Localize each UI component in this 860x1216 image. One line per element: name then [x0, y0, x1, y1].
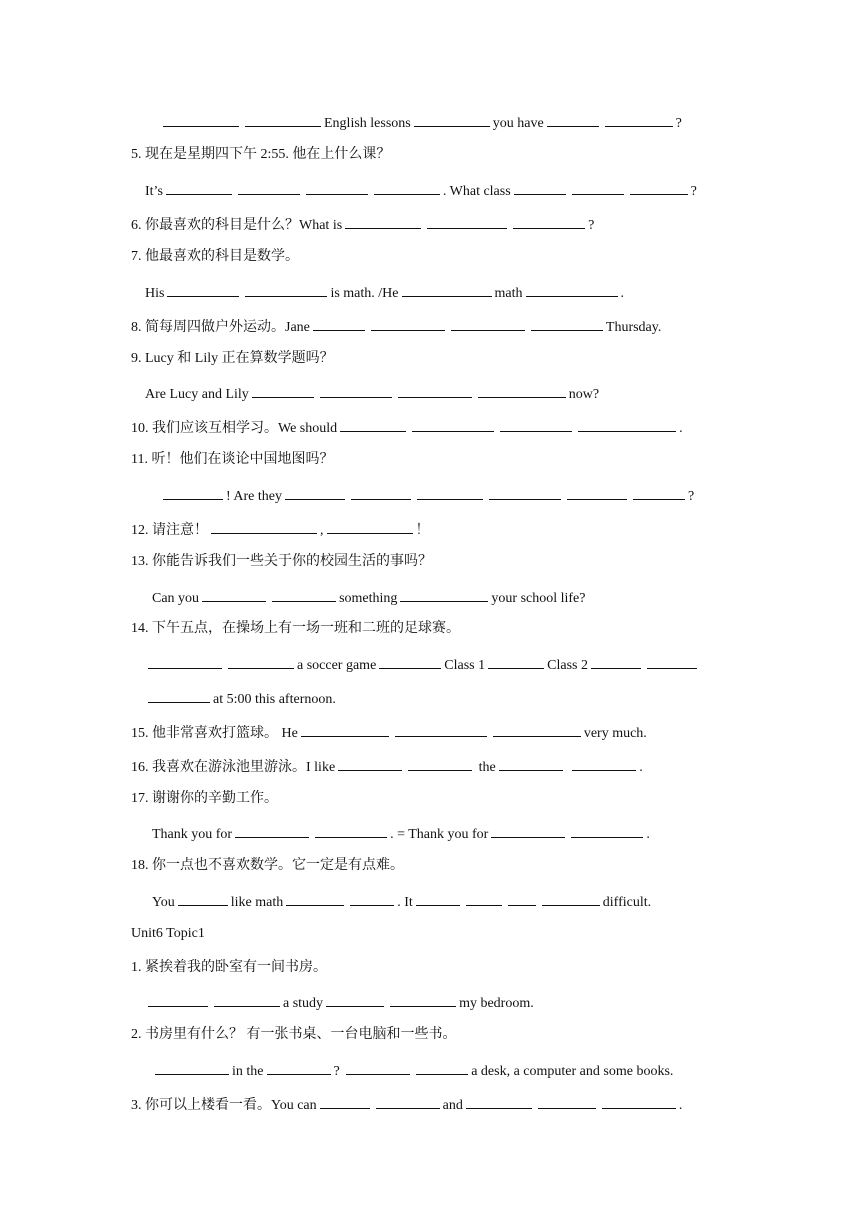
worksheet-line [131, 417, 683, 438]
line-text: 15. 他非常喜欢打篮球。 He [131, 726, 298, 741]
answer-blank[interactable] [214, 992, 280, 1007]
line-text: and [442, 1098, 463, 1113]
answer-blank[interactable] [630, 180, 688, 195]
worksheet-line [131, 857, 404, 875]
answer-blank[interactable] [327, 519, 413, 534]
answer-blank[interactable] [371, 316, 445, 331]
worksheet-line [131, 316, 661, 337]
line-text: at 5:00 this afternoon. [213, 692, 336, 707]
worksheet-line [131, 214, 594, 235]
answer-blank[interactable] [202, 587, 266, 602]
answer-blank[interactable] [488, 654, 544, 669]
worksheet-line [131, 925, 205, 943]
answer-blank[interactable] [166, 180, 232, 195]
answer-blank[interactable] [572, 756, 636, 771]
answer-blank[interactable] [267, 1060, 331, 1075]
line-text: . [678, 1098, 683, 1113]
answer-blank[interactable] [155, 1060, 229, 1075]
worksheet-line [152, 891, 651, 912]
worksheet-line [145, 383, 599, 404]
line-text: , [320, 523, 324, 538]
worksheet-line [131, 790, 278, 808]
worksheet-line [145, 992, 534, 1013]
answer-blank[interactable] [491, 823, 565, 838]
line-text: Can you [152, 591, 200, 606]
worksheet-line [131, 248, 299, 266]
line-text: Class 2 [547, 658, 588, 673]
answer-blank[interactable] [272, 587, 336, 602]
worksheet-line [145, 688, 336, 709]
answer-blank[interactable] [572, 180, 624, 195]
worksheet-line [152, 1060, 673, 1081]
line-text: 2. 书房里有什么？ 有一张书桌、一台电脑和一些书。 [131, 1027, 457, 1042]
line-text: is math. /He [330, 286, 399, 301]
answer-blank[interactable] [163, 112, 239, 127]
answer-blank[interactable] [416, 1060, 468, 1075]
answer-blank[interactable] [148, 688, 210, 703]
answer-blank[interactable] [417, 485, 483, 500]
line-text: 6. 你最喜欢的科目是什么？What is [131, 218, 343, 233]
line-text: ? [690, 184, 697, 199]
worksheet-line [131, 959, 327, 977]
line-text: ? [333, 1064, 344, 1079]
line-text: a study [283, 996, 324, 1011]
line-text: . [620, 286, 624, 301]
line-text: . It [397, 895, 413, 910]
worksheet-line [131, 756, 643, 777]
line-text: 12. 请注意！ [131, 523, 208, 538]
answer-blank[interactable] [326, 992, 384, 1007]
answer-blank[interactable] [315, 823, 387, 838]
answer-blank[interactable] [489, 485, 561, 500]
answer-blank[interactable] [398, 383, 472, 398]
worksheet-line [131, 350, 334, 368]
answer-blank[interactable] [178, 891, 228, 906]
line-text: your school life? [491, 591, 586, 606]
answer-blank[interactable] [228, 654, 294, 669]
worksheet-line [152, 823, 650, 844]
answer-blank[interactable] [514, 180, 566, 195]
answer-blank[interactable] [402, 282, 492, 297]
answer-blank[interactable] [346, 1060, 410, 1075]
line-text: . [646, 827, 650, 842]
line-text: His [145, 286, 165, 301]
line-text: 8. 简每周四做户外运动。Jane [131, 320, 310, 335]
line-text: 10. 我们应该互相学习。We should [131, 421, 338, 436]
line-text: like math [230, 895, 284, 910]
line-text: you have [492, 116, 544, 131]
answer-blank[interactable] [542, 891, 600, 906]
answer-blank[interactable] [499, 756, 563, 771]
answer-blank[interactable] [245, 112, 321, 127]
worksheet-line [131, 1094, 682, 1115]
answer-blank[interactable] [567, 485, 627, 500]
line-text: my bedroom. [459, 996, 534, 1011]
line-text [566, 760, 570, 775]
answer-blank[interactable] [451, 316, 525, 331]
answer-blank[interactable] [211, 519, 317, 534]
answer-blank[interactable] [571, 823, 643, 838]
line-text: Thank you for [152, 827, 233, 842]
answer-blank[interactable] [408, 756, 472, 771]
line-text: now? [568, 387, 600, 402]
worksheet-line [145, 654, 700, 675]
line-text: 18. 你一点也不喜欢数学。它一定是有点难。 [131, 858, 404, 873]
worksheet-line [131, 722, 647, 743]
line-text: ！ [415, 523, 430, 538]
line-text: something [339, 591, 398, 606]
line-text: 17. 谢谢你的辛勤工作。 [131, 791, 278, 806]
answer-blank[interactable] [500, 417, 572, 432]
answer-blank[interactable] [374, 180, 440, 195]
answer-blank[interactable] [350, 891, 394, 906]
line-text: math [494, 286, 523, 301]
answer-blank[interactable] [252, 383, 314, 398]
line-text: 5. 现在是星期四下午 2:55. 他在上什么课？ [131, 147, 391, 162]
line-text: difficult. [602, 895, 652, 910]
line-text: English lessons [324, 116, 411, 131]
answer-blank[interactable] [400, 587, 488, 602]
answer-blank[interactable] [531, 316, 603, 331]
answer-blank[interactable] [547, 112, 599, 127]
worksheet-line [145, 282, 624, 303]
line-text: . = Thank you for [390, 827, 489, 842]
answer-blank[interactable] [345, 214, 421, 229]
answer-blank[interactable] [286, 891, 344, 906]
answer-blank[interactable] [313, 316, 365, 331]
line-text: the [475, 760, 496, 775]
line-text: ! Are they [226, 489, 282, 504]
answer-blank[interactable] [591, 654, 641, 669]
line-text: Thursday. [605, 320, 662, 335]
answer-blank[interactable] [493, 722, 581, 737]
answer-blank[interactable] [508, 891, 536, 906]
worksheet-line [131, 620, 460, 638]
line-text: 14. 下午五点，在操场上有一场一班和二班的足球赛。 [131, 621, 460, 636]
line-text: ? [675, 116, 682, 131]
worksheet-line [152, 587, 586, 608]
line-text: 7. 他最喜欢的科目是数学。 [131, 249, 299, 264]
worksheet-line [145, 180, 697, 201]
answer-blank[interactable] [245, 282, 327, 297]
answer-blank[interactable] [376, 1094, 440, 1109]
answer-blank[interactable] [390, 992, 456, 1007]
line-text: ? [588, 218, 595, 233]
answer-blank[interactable] [395, 722, 487, 737]
answer-blank[interactable] [647, 654, 697, 669]
answer-blank[interactable] [306, 180, 368, 195]
answer-blank[interactable] [605, 112, 673, 127]
answer-blank[interactable] [351, 485, 411, 500]
answer-blank[interactable] [538, 1094, 596, 1109]
worksheet-line [160, 112, 682, 133]
answer-blank[interactable] [466, 891, 502, 906]
answer-blank[interactable] [148, 654, 222, 669]
line-text: 16. 我喜欢在游泳池里游泳。I like [131, 760, 336, 775]
line-text: 9. Lucy 和 Lily 正在算数学题吗？ [131, 351, 334, 366]
line-text: ? [687, 489, 695, 504]
line-text: . [639, 760, 643, 775]
answer-blank[interactable] [416, 891, 460, 906]
line-text: Unit6 Topic1 [131, 926, 205, 941]
worksheet-line [160, 485, 694, 506]
answer-blank[interactable] [478, 383, 566, 398]
line-text: . What class [442, 184, 511, 199]
line-text: a soccer game [297, 658, 377, 673]
worksheet-line [131, 146, 390, 164]
worksheet-line [131, 451, 333, 469]
worksheet-line [131, 519, 430, 540]
answer-blank[interactable] [238, 180, 300, 195]
answer-blank[interactable] [633, 485, 685, 500]
answer-blank[interactable] [338, 756, 402, 771]
line-text: You [152, 895, 175, 910]
answer-blank[interactable] [513, 214, 585, 229]
worksheet-line [131, 1026, 457, 1044]
line-text: Class 1 [444, 658, 486, 673]
line-text: It’s [145, 184, 163, 199]
line-text: 11. 听！他们在谈论中国地图吗？ [131, 452, 334, 467]
answer-blank[interactable] [163, 485, 223, 500]
line-text: . [679, 421, 683, 436]
worksheet-line [131, 553, 432, 571]
line-text: a desk, a computer and some books. [471, 1064, 674, 1079]
answer-blank[interactable] [148, 992, 208, 1007]
answer-blank[interactable] [167, 282, 239, 297]
answer-blank[interactable] [379, 654, 441, 669]
line-text: 1. 紧挨着我的卧室有一间书房。 [131, 960, 327, 975]
answer-blank[interactable] [301, 722, 389, 737]
answer-blank[interactable] [602, 1094, 676, 1109]
answer-blank[interactable] [285, 485, 345, 500]
answer-blank[interactable] [414, 112, 490, 127]
answer-blank[interactable] [320, 1094, 370, 1109]
answer-blank[interactable] [466, 1094, 532, 1109]
line-text: in the [232, 1064, 264, 1079]
line-text: Are Lucy and Lily [145, 387, 249, 402]
answer-blank[interactable] [235, 823, 309, 838]
line-text: 13. 你能告诉我们一些关于你的校园生活的事吗？ [131, 554, 432, 569]
line-text: 3. 你可以上楼看一看。You can [131, 1098, 317, 1113]
answer-blank[interactable] [578, 417, 676, 432]
answer-blank[interactable] [320, 383, 392, 398]
answer-blank[interactable] [340, 417, 406, 432]
line-text: very much. [583, 726, 647, 741]
answer-blank[interactable] [412, 417, 494, 432]
answer-blank[interactable] [427, 214, 507, 229]
answer-blank[interactable] [526, 282, 618, 297]
